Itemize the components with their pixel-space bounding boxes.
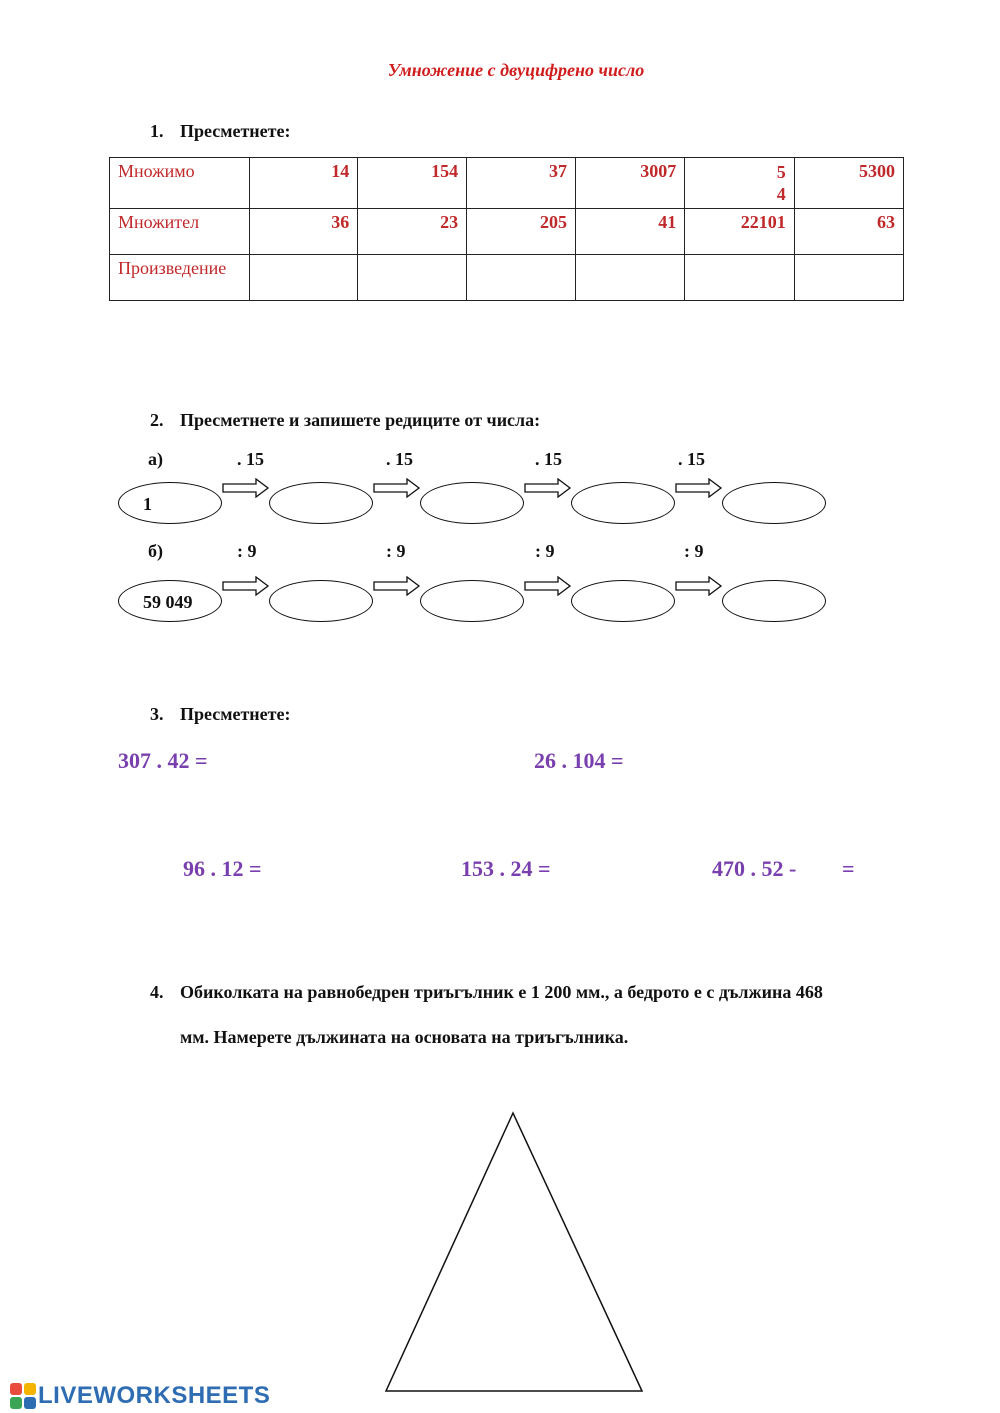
logo-mark-icon [10, 1383, 36, 1409]
triangle-figure [380, 1108, 648, 1403]
task1-number: 1. [150, 121, 164, 141]
answer-cell[interactable] [467, 255, 576, 301]
answer-cell[interactable] [576, 255, 685, 301]
table-row-multiplicand [110, 158, 904, 209]
right-arrow-icon [675, 478, 723, 498]
task4-number: 4. [150, 982, 164, 1002]
operator-label: : 9 [386, 541, 406, 561]
row-label: Произведение [110, 255, 250, 301]
sequence-start-oval [118, 580, 222, 622]
row-a-label: а) [148, 449, 163, 469]
answer-oval[interactable] [269, 482, 373, 524]
task3-heading [150, 704, 291, 725]
table-cell: 37 [467, 158, 576, 209]
right-arrow-icon [373, 478, 421, 498]
task4-text-line1: Обиколката на равнобедрен триъгълник е 1 200 мм., а бедрото е с дължина 468 [180, 982, 823, 1002]
task1-heading-text: Пресметнете: [180, 121, 291, 141]
task2-number: 2. [150, 410, 164, 430]
table-cell: 3007 [576, 158, 685, 209]
expression: 153 . 24 = [461, 856, 551, 881]
expression: 307 . 42 = [118, 748, 208, 773]
table-cell: 5300 [794, 158, 903, 209]
right-arrow-icon [222, 478, 270, 498]
task1-heading [150, 121, 291, 142]
table-cell: 22101 [685, 209, 794, 255]
start-value: 59 049 [143, 592, 193, 612]
logo-text: LIVEWORKSHEETS [38, 1382, 271, 1409]
table-cell: 154 [358, 158, 467, 209]
table-row-multiplier [110, 209, 904, 255]
table-cell: 23 [358, 209, 467, 255]
answer-oval[interactable] [420, 482, 524, 524]
right-arrow-icon [524, 478, 572, 498]
answer-oval[interactable] [269, 580, 373, 622]
table-cell: 14 [249, 158, 358, 209]
task4-line1 [150, 982, 910, 1003]
row-label: Множител [110, 209, 250, 255]
task3-number: 3. [150, 704, 164, 724]
answer-cell[interactable] [249, 255, 358, 301]
operator-label: . 15 [237, 449, 264, 469]
operator-label: : 9 [237, 541, 257, 561]
task2-heading-text: Пресметнете и запишете редиците от числа: [180, 410, 541, 430]
right-arrow-icon [222, 576, 270, 596]
answer-cell[interactable] [358, 255, 467, 301]
table-cell: 205 [467, 209, 576, 255]
table-cell: 5 4 [685, 158, 794, 209]
table-cell: 63 [794, 209, 903, 255]
answer-oval[interactable] [420, 580, 524, 622]
liveworksheets-logo [10, 1382, 270, 1410]
start-value: 1 [143, 494, 152, 514]
answer-oval[interactable] [571, 482, 675, 524]
sequence-start-oval [118, 482, 222, 524]
right-arrow-icon [373, 576, 421, 596]
operator-label: : 9 [535, 541, 555, 561]
multiplication-table [109, 157, 904, 301]
right-arrow-icon [675, 576, 723, 596]
answer-cell[interactable] [794, 255, 903, 301]
task2-heading [150, 410, 540, 431]
expression: 26 . 104 = [534, 748, 624, 773]
answer-oval[interactable] [571, 580, 675, 622]
worksheet-title: Умножение с двуцифрено число [387, 60, 645, 80]
table-cell: 41 [576, 209, 685, 255]
answer-oval[interactable] [722, 482, 826, 524]
expression: 96 . 12 = [183, 856, 262, 881]
operator-label: . 15 [678, 449, 705, 469]
expression-equals: = [842, 856, 855, 881]
operator-label: . 15 [535, 449, 562, 469]
answer-cell[interactable] [685, 255, 794, 301]
table-row-product [110, 255, 904, 301]
expression: 470 . 52 - [712, 856, 797, 881]
table-cell: 36 [249, 209, 358, 255]
row-b-label: б) [148, 541, 163, 561]
right-arrow-icon [524, 576, 572, 596]
operator-label: : 9 [684, 541, 704, 561]
operator-label: . 15 [386, 449, 413, 469]
answer-oval[interactable] [722, 580, 826, 622]
task4-text-line2: мм. Намерете дължината на основата на триъгълника. [180, 1027, 629, 1047]
row-label: Множимо [110, 158, 250, 209]
task3-heading-text: Пресметнете: [180, 704, 291, 724]
